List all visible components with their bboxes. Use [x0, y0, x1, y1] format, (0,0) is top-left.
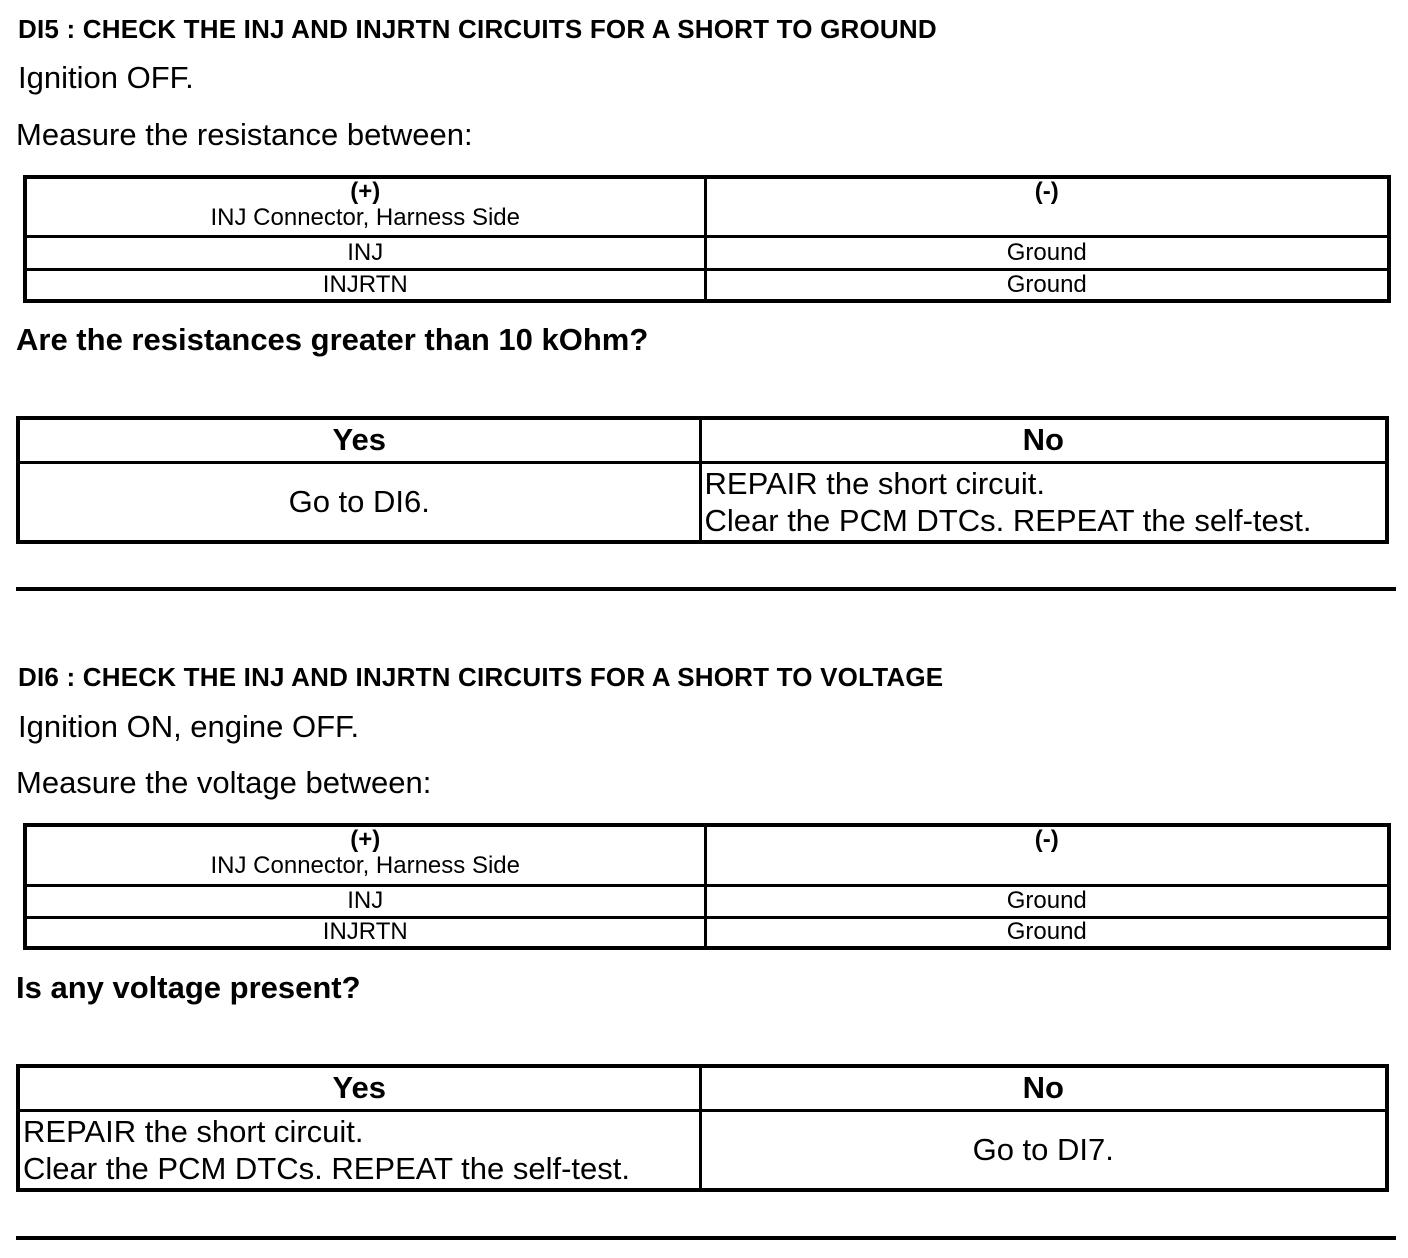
step-text: Measure the resistance between: — [16, 117, 473, 152]
yes-result-cell — [18, 1110, 700, 1190]
minus-cell: Ground — [705, 269, 1389, 301]
yes-header: Yes — [18, 418, 700, 462]
no-result-cell — [700, 1110, 1387, 1190]
plus-header: (+) — [350, 826, 381, 853]
section-heading: DI6 : CHECK THE INJ AND INJRTN CIRCUITS FOR A SHORT TO VOLTAGE — [18, 662, 944, 692]
step-text: Ignition OFF. — [18, 60, 194, 95]
plus-cell: INJ — [25, 885, 705, 917]
no-header: No — [700, 418, 1387, 462]
minus-header-cell — [705, 177, 1389, 236]
step-text: Measure the voltage between: — [16, 765, 432, 800]
plus-subheader: INJ Connector, Harness Side — [210, 852, 520, 879]
plus-header: (+) — [350, 178, 381, 205]
plus-cell: INJRTN — [25, 269, 705, 301]
plus-header-cell — [25, 825, 705, 885]
yes-header: Yes — [18, 1066, 700, 1110]
section-divider — [16, 587, 1396, 591]
table-row — [25, 917, 1389, 948]
result-line: REPAIR the short circuit. — [704, 465, 1046, 501]
minus-cell: Ground — [705, 885, 1389, 917]
result-line: Go to DI7. — [972, 1131, 1114, 1167]
plus-subheader: INJ Connector, Harness Side — [210, 204, 520, 231]
measurement-table — [23, 823, 1391, 950]
result-line: Clear the PCM DTCs. REPEAT the self-test. — [23, 1150, 630, 1186]
table-row — [25, 236, 1389, 269]
table-row — [25, 269, 1389, 301]
result-table — [16, 416, 1389, 544]
result-line: Go to DI6. — [288, 483, 430, 519]
step-text: Ignition ON, engine OFF. — [18, 709, 360, 744]
result-line: REPAIR the short circuit. — [23, 1113, 364, 1149]
minus-cell: Ground — [705, 236, 1389, 269]
minus-header-cell — [705, 825, 1389, 885]
section-divider — [16, 1236, 1396, 1240]
minus-cell: Ground — [705, 917, 1389, 948]
no-header: No — [700, 1066, 1387, 1110]
no-result-cell — [700, 462, 1387, 542]
measurement-table — [23, 175, 1391, 303]
result-table — [16, 1064, 1389, 1192]
minus-header: (-) — [1034, 178, 1059, 205]
section-heading: DI5 : CHECK THE INJ AND INJRTN CIRCUITS FOR A SHORT TO GROUND — [18, 14, 937, 44]
plus-header-cell — [25, 177, 705, 236]
plus-cell: INJRTN — [25, 917, 705, 948]
result-line: Clear the PCM DTCs. REPEAT the self-test. — [704, 502, 1312, 538]
table-row — [25, 885, 1389, 917]
minus-header: (-) — [1034, 826, 1059, 853]
question-text: Are the resistances greater than 10 kOhm? — [16, 322, 649, 357]
question-text: Is any voltage present? — [16, 970, 361, 1005]
yes-result-cell — [18, 462, 700, 542]
plus-cell: INJ — [25, 236, 705, 269]
